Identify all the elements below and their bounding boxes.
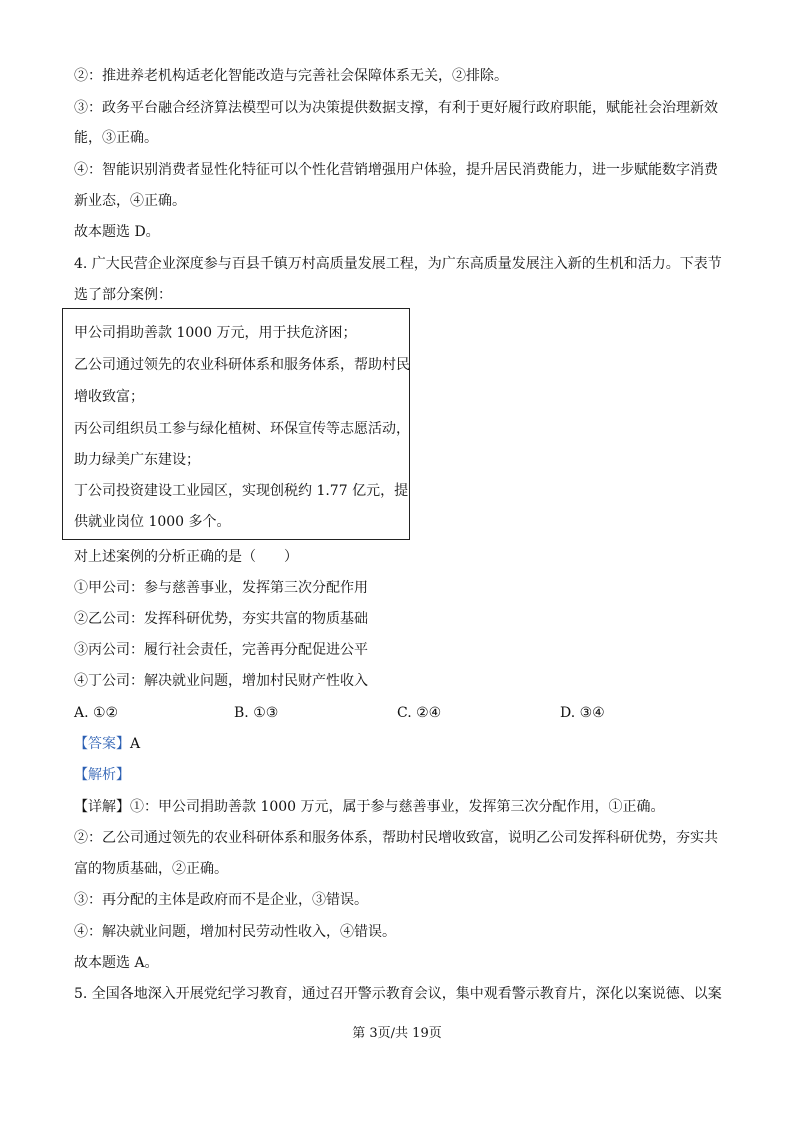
option-d: D. ③④ xyxy=(560,705,605,721)
text-line: 新业态，④正确。 xyxy=(74,193,186,209)
page-footer: 第 3页/共 19页 xyxy=(352,1026,442,1041)
detail-line: 故本题选 A。 xyxy=(74,955,159,971)
case-table xyxy=(62,308,410,540)
statement: ③丙公司：履行社会责任，完善再分配促进公平 xyxy=(74,642,368,658)
option-b: B. ①③ xyxy=(234,705,279,721)
case-line: 供就业岗位 1000 多个。 xyxy=(74,514,231,530)
question-4-stem: 选了部分案例： xyxy=(74,287,172,303)
detail-text: ①：甲公司捐助善款 1000 万元，属于参与慈善事业，发挥第三次分配作用，①正确。 xyxy=(130,799,665,815)
case-line: 丁公司投资建设工业园区，实现创税约 1.77 亿元，提 xyxy=(74,483,409,499)
text-line: ②：推进养老机构适老化智能改造与完善社会保障体系无关，②排除。 xyxy=(74,68,508,84)
statement: ②乙公司：发挥科研优势，夯实共富的物质基础 xyxy=(74,611,368,627)
text-line: 故本题选 D。 xyxy=(74,224,160,240)
detail-line: ③：再分配的主体是政府而不是企业，③错误。 xyxy=(74,892,368,908)
answer-line xyxy=(74,734,140,754)
statement: ①甲公司：参与慈善事业，发挥第三次分配作用 xyxy=(74,580,368,596)
analysis-label: 【解析】 xyxy=(74,767,130,783)
detail-line: 富的物质基础，②正确。 xyxy=(74,861,228,877)
text-line: ③：政务平台融合经济算法模型可以为决策提供数据支撑，有利于更好履行政府职能，赋能社会治理新效 xyxy=(74,100,718,116)
detail-line: ④：解决就业问题，增加村民劳动性收入，④错误。 xyxy=(74,924,396,940)
case-line: 乙公司通过领先的农业科研体系和服务体系，帮助村民 xyxy=(74,357,410,373)
question-prompt: 对上述案例的分析正确的是（ ） xyxy=(74,549,298,565)
text-line: ④：智能识别消费者显性化特征可以个性化营销增强用户体验，提升居民消费能力，进一步赋能数字消费 xyxy=(74,162,718,178)
case-line: 助力绿美广东建设； xyxy=(74,452,200,468)
option-a: A. ①② xyxy=(74,705,119,721)
case-line: 丙公司组织员工参与绿化植树、环保宣传等志愿活动， xyxy=(74,421,410,437)
detail-line xyxy=(74,797,665,817)
question-5-stem: 5. 全国各地深入开展党纪学习教育，通过召开警示教育会议，集中观看警示教育片，深化以案说德、以案 xyxy=(74,986,722,1002)
case-line: 增收致富； xyxy=(74,389,144,405)
answer-label: 【答案】 xyxy=(74,736,130,752)
option-c: C. ②④ xyxy=(397,705,442,721)
text-line: 能，③正确。 xyxy=(74,130,158,146)
detail-label: 【详解】 xyxy=(74,799,130,815)
question-4-stem: 4. 广大民营企业深度参与百县千镇万村高质量发展工程，为广东高质量发展注入新的生机和活力。下表节 xyxy=(74,256,722,272)
statement: ④丁公司：解决就业问题，增加村民财产性收入 xyxy=(74,673,368,689)
case-line: 甲公司捐助善款 1000 万元，用于扶危济困； xyxy=(74,325,357,341)
answer-value: A xyxy=(130,736,141,752)
detail-line: ②：乙公司通过领先的农业科研体系和服务体系，帮助村民增收致富，说明乙公司发挥科研优势，夯实共 xyxy=(74,830,718,846)
